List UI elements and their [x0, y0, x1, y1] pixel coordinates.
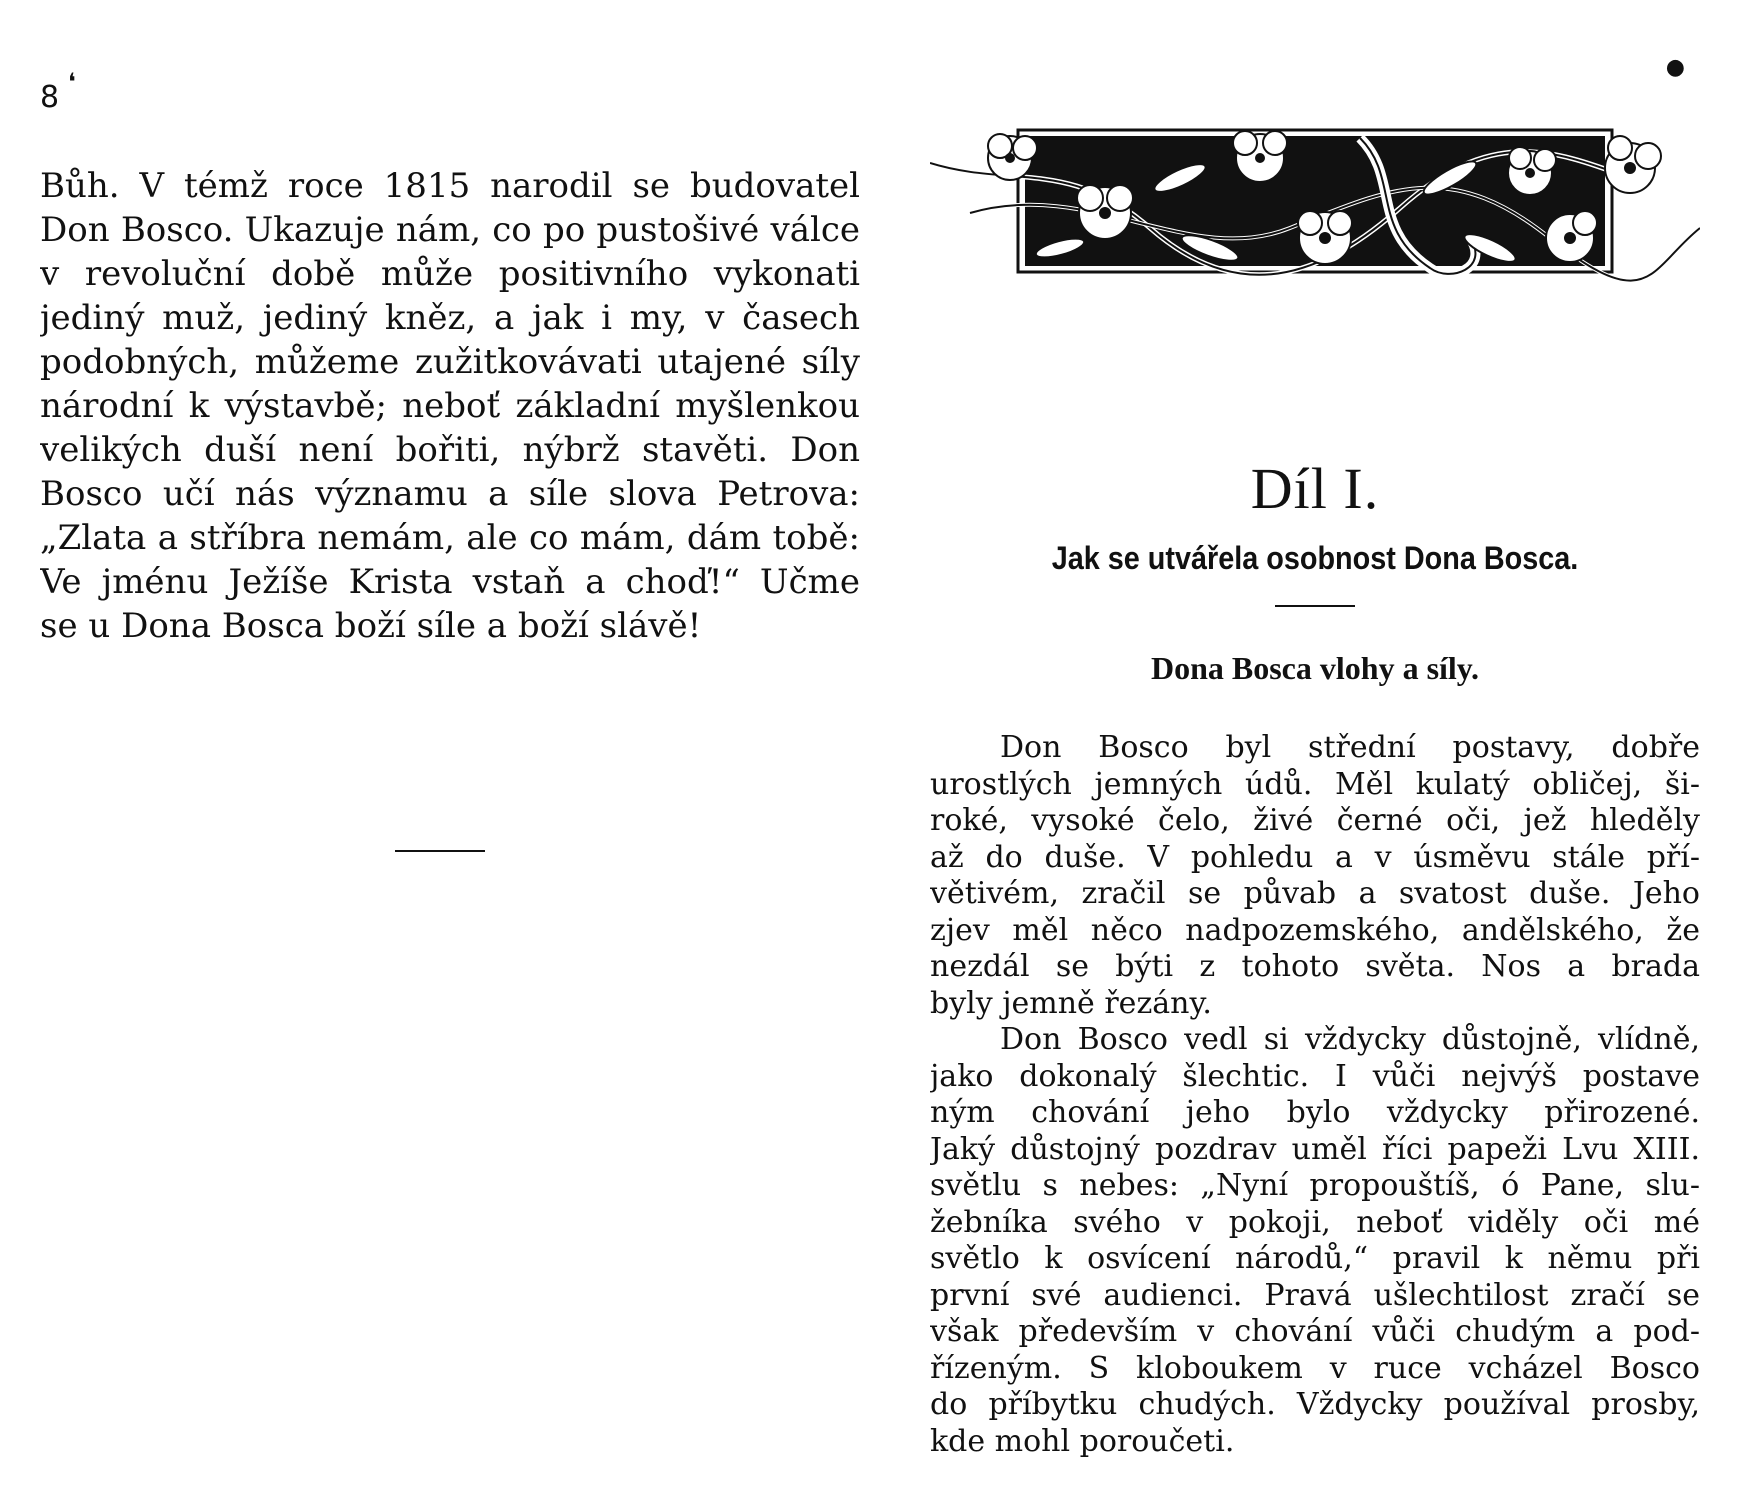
text-line: Don Bosco byl střední postavy, dobře	[1000, 730, 1700, 765]
text-line: Jaký důstojný pozdrav uměl říci papeži Lvu XIII.	[930, 1131, 1700, 1167]
text-line: Bůh. V témž roce 1815 narodil se budovatel	[40, 166, 860, 206]
text-line: zjev měl něco nadpozemského, andělského, že	[930, 912, 1700, 948]
text-line: jako dokonalý šlechtic. I vůči nejvýš postave	[930, 1058, 1700, 1094]
text-line: se u Dona Bosca boží síle a boží slávě!	[40, 606, 702, 646]
section-title: Dona Bosca vlohy a síly.	[1150, 650, 1480, 686]
text-line: podobných, můžeme zužitkovávati utajené síly	[40, 342, 860, 382]
right-text-block	[930, 730, 1700, 1460]
text-line: ným chování jeho bylo vždycky přirozené.	[930, 1095, 1700, 1130]
text-line: národní k výstavbě; neboť základní myšlenkou	[40, 386, 860, 426]
ink-speck: ❛	[68, 68, 76, 96]
text-line: urostlých jemných údů. Měl kulatý obličej, ši-	[930, 766, 1700, 802]
section-end-rule	[395, 850, 485, 852]
page-number: 8	[40, 80, 60, 115]
text-line: byly jemně řezány.	[930, 985, 1212, 1021]
text-line: žebníka svého v pokoji, neboť viděly oči mé	[930, 1204, 1700, 1240]
text-line: „Zlata a stříbra nemám, ale co mám, dám tobě:	[40, 518, 860, 558]
text-line: v revoluční době může positivního vykonati	[40, 254, 860, 294]
part-subtitle: Jak se utvářela osobnost Dona Bosca.	[1051, 540, 1579, 576]
right-page	[930, 0, 1700, 1500]
text-line: světlu s nebes: „Nyní propouštíš, ó Pane, slu-	[930, 1168, 1700, 1203]
part-title: Díl I.	[1250, 456, 1380, 521]
text-line: Don Bosco. Ukazuje nám, co po pustošivé válce	[40, 210, 860, 250]
text-line: Bosco učí nás významu a síle slova Petrova:	[40, 474, 860, 514]
text-line: první své audienci. Pravá ušlechtilost zračí se	[930, 1277, 1700, 1313]
text-line: do příbytku chudých. Vždycky používal prosby,	[930, 1387, 1700, 1422]
text-line: velikých duší není bořiti, nýbrž stavěti. Don	[40, 430, 860, 470]
text-line: nezdál se býti z tohoto světa. Nos a brada	[930, 949, 1700, 984]
heading-rule	[1275, 605, 1355, 607]
text-line: jediný muž, jediný kněz, a jak i my, v časech	[40, 298, 860, 338]
text-line: až do duše. V pohledu a v úsměvu stále pří-	[930, 839, 1700, 875]
ink-speck: ●	[1665, 55, 1685, 80]
text-line: však především v chování vůči chudým a pod-	[930, 1314, 1700, 1349]
text-line: Don Bosco vedl si vždycky důstojně, vlídně,	[1000, 1022, 1700, 1057]
left-text-block	[40, 164, 860, 648]
text-line: řízeným. S kloboukem v ruce vcházel Bosco	[930, 1350, 1700, 1386]
text-line: světlo k osvícení národů,“ pravil k němu při	[930, 1241, 1700, 1276]
text-line: roké, vysoké čelo, živé černé oči, jež hleděly	[930, 803, 1700, 838]
text-line: Ve jménu Ježíše Krista vstaň a choď!“ Učme	[40, 562, 860, 602]
text-line: kde mohl poroučeti.	[930, 1423, 1235, 1459]
text-line: větivém, zračil se půvab a svatost duše. Jeho	[930, 876, 1700, 911]
floral-ornament-banner	[930, 118, 1700, 308]
